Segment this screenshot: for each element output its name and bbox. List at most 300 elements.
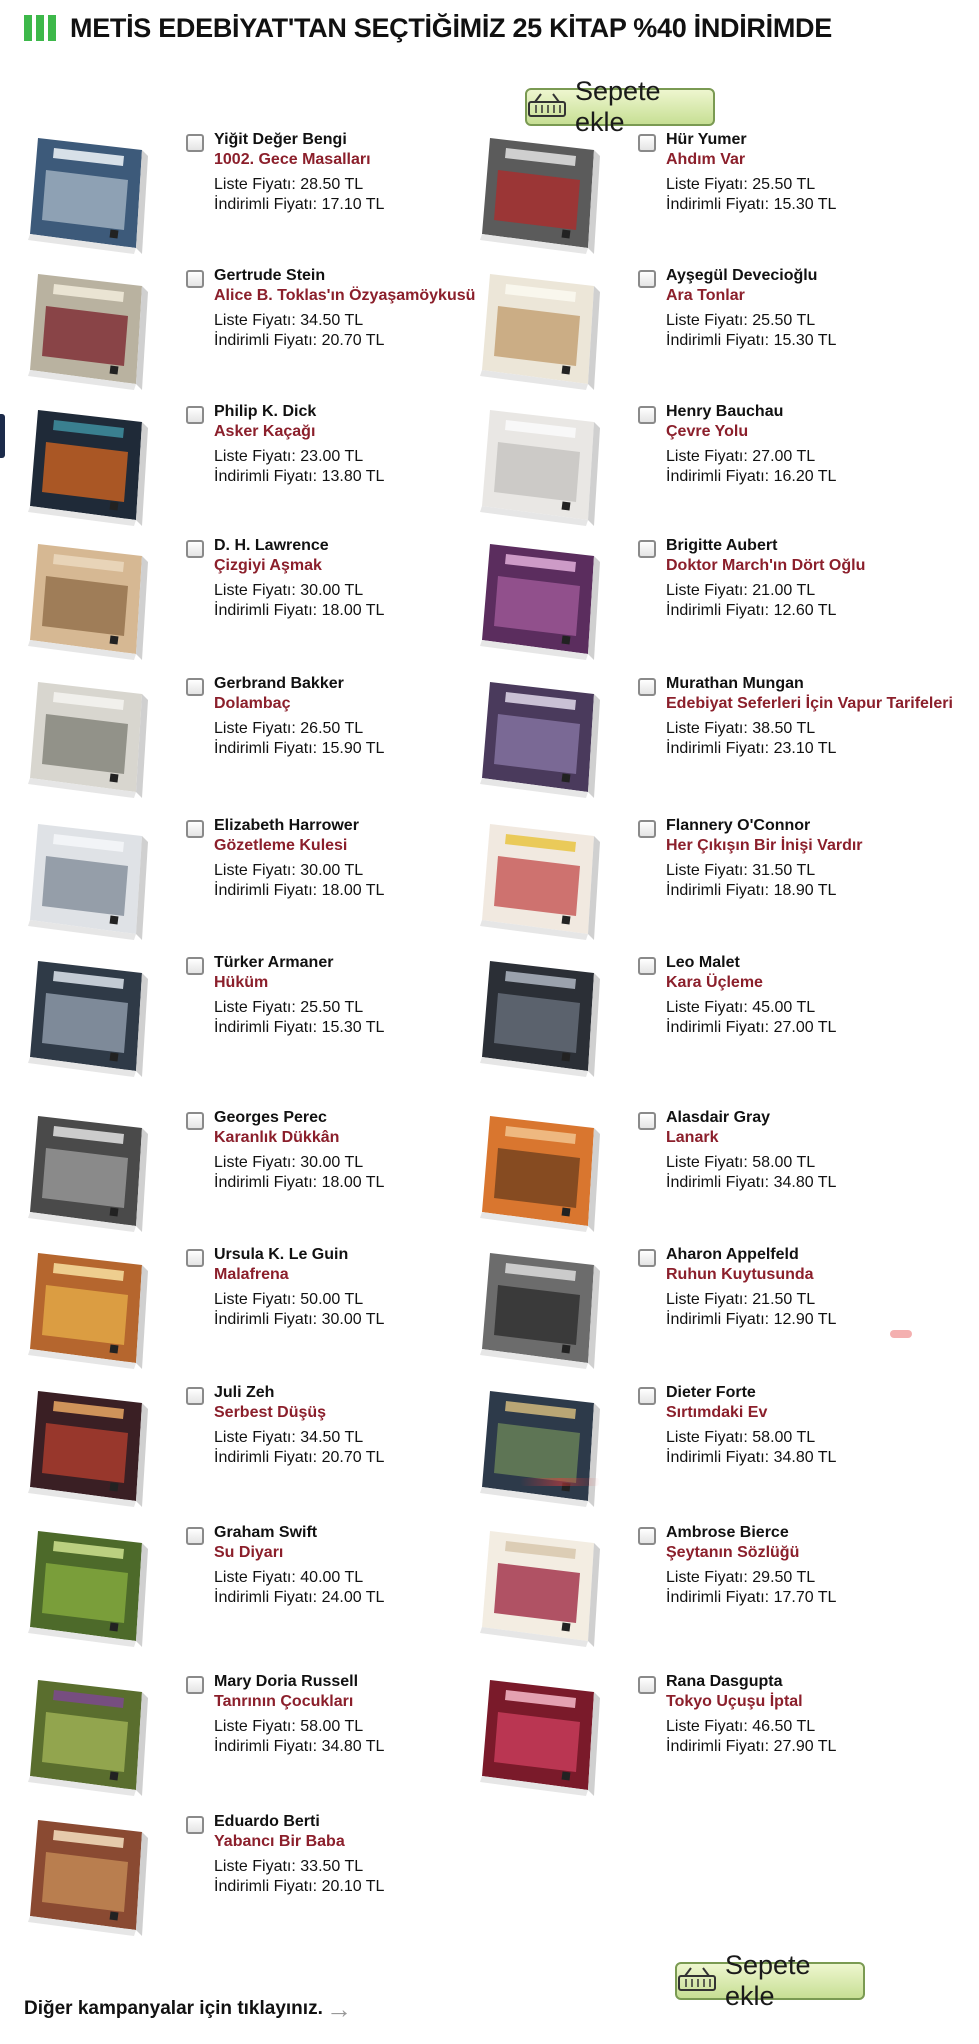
add-to-cart-label: Sepete ekle <box>725 1950 811 2011</box>
book-author: Henry Bauchau <box>666 403 784 420</box>
list-price <box>214 581 384 601</box>
book-select-checkbox[interactable] <box>186 134 204 152</box>
book-item <box>476 816 916 946</box>
list-price-label: Liste Fiyatı: <box>214 1858 296 1875</box>
discount-price-label: İndirimli Fiyatı: <box>214 882 318 899</box>
list-price <box>666 1428 836 1448</box>
list-price-value: 21.00 TL <box>752 582 816 599</box>
book-cover-image[interactable] <box>24 674 160 798</box>
list-price-value: 25.50 TL <box>752 176 816 193</box>
discount-price-value: 18.90 TL <box>773 882 837 899</box>
discount-price <box>666 1173 836 1193</box>
book-item <box>24 953 464 1083</box>
discount-price-label: İndirimli Fiyatı: <box>214 1589 318 1606</box>
other-campaigns-link[interactable]: Diğer kampanyalar için tıklayınız. <box>24 1998 323 2019</box>
add-to-cart-label: Sepete ekle <box>575 76 661 137</box>
book-cover-image[interactable] <box>476 1523 612 1647</box>
book-author: Ursula K. Le Guin <box>214 1246 349 1263</box>
book-info <box>666 1245 836 1330</box>
discount-price-value: 13.80 TL <box>321 468 385 485</box>
book-info <box>666 266 836 351</box>
list-price-label: Liste Fiyatı: <box>666 176 748 193</box>
discount-price <box>666 1310 836 1330</box>
book-item <box>476 266 916 396</box>
discount-price <box>666 195 836 215</box>
discount-price-value: 15.90 TL <box>321 740 385 757</box>
discount-price-label: İndirimli Fiyatı: <box>666 1449 770 1466</box>
list-price-value: 46.50 TL <box>752 1718 816 1735</box>
discount-price-value: 34.80 TL <box>773 1174 837 1191</box>
book-cover-image[interactable] <box>476 1672 612 1796</box>
book-author: Eduardo Berti <box>214 1813 320 1830</box>
list-price-label: Liste Fiyatı: <box>214 176 296 193</box>
book-item <box>476 402 916 532</box>
book-title-link[interactable]: Malafrena <box>214 1266 289 1283</box>
book-item <box>24 1245 464 1375</box>
list-price <box>666 447 836 467</box>
list-price-label: Liste Fiyatı: <box>666 720 748 737</box>
book-cover-image[interactable] <box>476 402 612 526</box>
list-price-label: Liste Fiyatı: <box>666 1569 748 1586</box>
book-item <box>476 1245 916 1375</box>
discount-price-label: İndirimli Fiyatı: <box>214 468 318 485</box>
discount-price <box>214 1310 384 1330</box>
list-price-value: 25.50 TL <box>752 312 816 329</box>
discount-price-value: 24.00 TL <box>321 1589 385 1606</box>
discount-price <box>666 331 836 351</box>
book-info <box>214 536 384 621</box>
list-price <box>666 998 836 1018</box>
list-price-label: Liste Fiyatı: <box>666 999 748 1016</box>
list-price-value: 34.50 TL <box>300 1429 364 1446</box>
book-item <box>476 1672 916 1802</box>
book-cover-image[interactable] <box>476 953 612 1077</box>
discount-price-label: İndirimli Fiyatı: <box>666 1311 770 1328</box>
book-author: Leo Malet <box>666 954 740 971</box>
book-info <box>214 1383 384 1468</box>
list-price-value: 58.00 TL <box>300 1718 364 1735</box>
discount-price <box>214 195 384 215</box>
book-item <box>24 1672 464 1802</box>
list-price-label: Liste Fiyatı: <box>214 862 296 879</box>
book-title-link[interactable]: Çizgiyi Aşmak <box>214 557 322 574</box>
list-price-value: 28.50 TL <box>300 176 364 193</box>
list-price-value: 30.00 TL <box>300 862 364 879</box>
list-price-value: 23.00 TL <box>300 448 364 465</box>
book-title-link[interactable]: Gözetleme Kulesi <box>214 837 348 854</box>
book-title-link[interactable]: Ruhun Kuytusunda <box>666 1266 814 1283</box>
book-item <box>24 402 464 532</box>
list-price-value: 29.50 TL <box>752 1569 816 1586</box>
book-cover-image[interactable] <box>24 953 160 1077</box>
discount-price-label: İndirimli Fiyatı: <box>214 332 318 349</box>
list-price <box>214 1290 384 1310</box>
book-item <box>24 1383 464 1513</box>
discount-price <box>214 1018 384 1038</box>
list-price <box>214 1153 384 1173</box>
list-price <box>214 861 384 881</box>
book-title-link[interactable]: 1002. Gece Masalları <box>214 151 371 168</box>
discount-price <box>666 881 863 901</box>
list-price <box>666 1153 836 1173</box>
list-price-label: Liste Fiyatı: <box>214 582 296 599</box>
list-price <box>666 719 953 739</box>
book-info <box>214 1245 384 1330</box>
list-price-label: Liste Fiyatı: <box>666 1718 748 1735</box>
book-info <box>666 1672 836 1757</box>
book-author: Gerbrand Bakker <box>214 675 344 692</box>
discount-price-label: İndirimli Fiyatı: <box>214 1878 318 1895</box>
list-price-label: Liste Fiyatı: <box>214 1154 296 1171</box>
discount-price-label: İndirimli Fiyatı: <box>214 740 318 757</box>
list-price-label: Liste Fiyatı: <box>666 1429 748 1446</box>
list-price-label: Liste Fiyatı: <box>214 720 296 737</box>
book-title-link[interactable]: Lanark <box>666 1129 719 1146</box>
decorative-smudge <box>520 1478 600 1486</box>
book-cover-image[interactable] <box>24 266 160 390</box>
book-author: Juli Zeh <box>214 1384 275 1401</box>
book-title-link[interactable]: Doktor March'ın Dört Oğlu <box>666 557 866 574</box>
add-to-cart-button-bottom[interactable] <box>675 1950 865 2011</box>
book-title-link[interactable]: Ara Tonlar <box>666 287 745 304</box>
discount-price-value: 15.30 TL <box>773 332 837 349</box>
discount-price-label: İndirimli Fiyatı: <box>666 1019 770 1036</box>
discount-price-value: 34.80 TL <box>773 1449 837 1466</box>
list-price-value: 40.00 TL <box>300 1569 364 1586</box>
book-cover-image[interactable] <box>24 536 160 660</box>
discount-price-label: İndirimli Fiyatı: <box>214 1449 318 1466</box>
discount-price-label: İndirimli Fiyatı: <box>214 1174 318 1191</box>
decorative-smudge <box>890 1330 912 1338</box>
book-title-link[interactable]: Çevre Yolu <box>666 423 749 440</box>
discount-price <box>666 601 865 621</box>
list-price-label: Liste Fiyatı: <box>214 1718 296 1735</box>
book-item <box>24 1523 464 1653</box>
book-select-checkbox[interactable] <box>638 406 656 424</box>
book-select-checkbox[interactable] <box>638 1676 656 1694</box>
book-select-checkbox[interactable] <box>638 1112 656 1130</box>
discount-price <box>214 739 384 759</box>
discount-price-value: 18.00 TL <box>321 602 385 619</box>
book-cover-image[interactable] <box>476 816 612 940</box>
book-info <box>666 536 865 621</box>
list-price-value: 34.50 TL <box>300 312 364 329</box>
list-price-value: 25.50 TL <box>300 999 364 1016</box>
book-author: Türker Armaner <box>214 954 334 971</box>
book-info <box>666 1523 836 1608</box>
book-item <box>24 266 476 396</box>
discount-price-label: İndirimli Fiyatı: <box>666 882 770 899</box>
book-cover-image[interactable] <box>24 816 160 940</box>
book-author: Rana Dasgupta <box>666 1673 783 1690</box>
discount-price-value: 20.10 TL <box>321 1878 385 1895</box>
discount-price-value: 27.00 TL <box>773 1019 837 1036</box>
list-price <box>666 1717 836 1737</box>
discount-price-label: İndirimli Fiyatı: <box>666 602 770 619</box>
discount-price-value: 23.10 TL <box>773 740 837 757</box>
book-author: Brigitte Aubert <box>666 537 778 554</box>
discount-price <box>666 1448 836 1468</box>
book-author: Hür Yumer <box>666 131 747 148</box>
discount-price-value: 12.60 TL <box>773 602 837 619</box>
discount-price <box>666 1018 836 1038</box>
page-title: METİS EDEBİYAT'TAN SEÇTİĞİMİZ 25 KİTAP %40 İNDİRİMDE <box>70 12 832 43</box>
list-price <box>214 998 384 1018</box>
book-title-link[interactable]: Su Diyarı <box>214 1544 284 1561</box>
list-price-label: Liste Fiyatı: <box>214 999 296 1016</box>
list-price-label: Liste Fiyatı: <box>214 1569 296 1586</box>
book-author: Ambrose Bierce <box>666 1524 789 1541</box>
list-price <box>214 1568 384 1588</box>
book-author: Ayşegül Devecioğlu <box>666 267 818 284</box>
book-author: Yiğit Değer Bengi <box>214 131 347 148</box>
list-price-value: 38.50 TL <box>752 720 816 737</box>
book-select-checkbox[interactable] <box>638 957 656 975</box>
book-title-link[interactable]: Ahdım Var <box>666 151 746 168</box>
book-info <box>214 1108 384 1193</box>
list-price-value: 30.00 TL <box>300 582 364 599</box>
discount-price <box>214 1877 384 1897</box>
list-price <box>666 1290 836 1310</box>
list-price-label: Liste Fiyatı: <box>666 312 748 329</box>
book-cover-image[interactable] <box>476 674 612 798</box>
discount-price-label: İndirimli Fiyatı: <box>666 740 770 757</box>
list-price <box>214 1717 384 1737</box>
book-cover-image[interactable] <box>24 1383 160 1507</box>
list-price-value: 33.50 TL <box>300 1858 364 1875</box>
shopping-basket-icon <box>527 92 567 123</box>
discount-price-value: 17.70 TL <box>773 1589 837 1606</box>
book-title-link[interactable]: Tanrının Çocukları <box>214 1693 354 1710</box>
book-info <box>214 130 384 215</box>
add-to-cart-button-top[interactable] <box>525 76 715 137</box>
book-info <box>214 816 384 901</box>
book-title-link[interactable]: Karanlık Dükkân <box>214 1129 340 1146</box>
book-cover-image[interactable] <box>476 266 612 390</box>
book-author: Gertrude Stein <box>214 267 326 284</box>
list-price <box>666 581 865 601</box>
list-price-value: 27.00 TL <box>752 448 816 465</box>
book-author: Georges Perec <box>214 1109 327 1126</box>
book-select-checkbox[interactable] <box>186 1249 204 1267</box>
list-price-value: 21.50 TL <box>752 1291 816 1308</box>
discount-price-label: İndirimli Fiyatı: <box>666 332 770 349</box>
book-cover-image[interactable] <box>24 130 160 254</box>
book-select-checkbox[interactable] <box>186 540 204 558</box>
book-info <box>666 1383 836 1468</box>
book-select-checkbox[interactable] <box>638 678 656 696</box>
book-select-checkbox[interactable] <box>186 1112 204 1130</box>
book-info <box>666 1108 836 1193</box>
list-price <box>214 1428 384 1448</box>
discount-price-value: 12.90 TL <box>773 1311 837 1328</box>
book-title-link[interactable]: Kara Üçleme <box>666 974 763 991</box>
book-cover-image[interactable] <box>24 1245 160 1369</box>
book-item <box>476 1523 916 1653</box>
book-item <box>476 130 916 260</box>
book-cover-image[interactable] <box>476 1383 612 1507</box>
book-author: Dieter Forte <box>666 1384 756 1401</box>
book-select-checkbox[interactable] <box>186 678 204 696</box>
book-title-link[interactable]: Yabancı Bir Baba <box>214 1833 345 1850</box>
book-info <box>214 953 384 1038</box>
list-price-value: 30.00 TL <box>300 1154 364 1171</box>
discount-price-label: İndirimli Fiyatı: <box>666 468 770 485</box>
book-info <box>214 266 475 351</box>
book-title-link[interactable]: Tokyo Uçuşu İptal <box>666 1693 803 1710</box>
list-price <box>666 1568 836 1588</box>
discount-price <box>666 1737 836 1757</box>
book-author: D. H. Lawrence <box>214 537 329 554</box>
discount-price-value: 17.10 TL <box>321 196 385 213</box>
book-title-link[interactable]: Hüküm <box>214 974 269 991</box>
book-item <box>476 1108 916 1238</box>
book-select-checkbox[interactable] <box>186 1816 204 1834</box>
book-title-link[interactable]: Şeytanın Sözlüğü <box>666 1544 800 1561</box>
list-price <box>666 311 836 331</box>
book-item <box>476 536 916 666</box>
book-select-checkbox[interactable] <box>638 134 656 152</box>
brand-bars-icon <box>24 15 56 41</box>
edge-decoration <box>0 414 5 458</box>
book-item <box>24 536 464 666</box>
book-cover-image[interactable] <box>24 1812 160 1936</box>
discount-price-label: İndirimli Fiyatı: <box>666 196 770 213</box>
discount-price-label: İndirimli Fiyatı: <box>214 602 318 619</box>
book-info <box>666 402 836 487</box>
book-title-link[interactable]: Her Çıkışın Bir İnişi Vardır <box>666 837 863 854</box>
discount-price <box>666 467 836 487</box>
book-cover-image[interactable] <box>24 1108 160 1232</box>
book-cover-image[interactable] <box>476 1245 612 1369</box>
discount-price <box>214 467 384 487</box>
book-info <box>666 130 836 215</box>
discount-price <box>214 601 384 621</box>
book-author: Aharon Appelfeld <box>666 1246 799 1263</box>
list-price-label: Liste Fiyatı: <box>666 582 748 599</box>
book-item <box>476 674 953 804</box>
list-price <box>214 719 384 739</box>
list-price <box>666 861 863 881</box>
list-price-value: 50.00 TL <box>300 1291 364 1308</box>
book-cover-image[interactable] <box>24 1672 160 1796</box>
shopping-basket-icon <box>677 1966 717 1997</box>
book-item <box>476 1383 916 1513</box>
book-select-checkbox[interactable] <box>186 1676 204 1694</box>
book-author: Graham Swift <box>214 1524 318 1541</box>
book-select-checkbox[interactable] <box>186 1527 204 1545</box>
book-author: Murathan Mungan <box>666 675 804 692</box>
list-price <box>214 175 384 195</box>
book-item <box>24 1812 464 1942</box>
book-select-checkbox[interactable] <box>638 1387 656 1405</box>
book-author: Elizabeth Harrower <box>214 817 359 834</box>
list-price-label: Liste Fiyatı: <box>666 1154 748 1171</box>
discount-price-value: 15.30 TL <box>773 196 837 213</box>
book-title-link[interactable]: Edebiyat Seferleri İçin Vapur Tarifeleri <box>666 695 953 712</box>
discount-price <box>666 739 953 759</box>
book-title-link[interactable]: Sırtımdaki Ev <box>666 1404 768 1421</box>
list-price-label: Liste Fiyatı: <box>214 1291 296 1308</box>
book-select-checkbox[interactable] <box>186 406 204 424</box>
book-select-checkbox[interactable] <box>638 270 656 288</box>
book-item <box>24 674 464 804</box>
discount-price <box>214 1448 384 1468</box>
list-price-value: 26.50 TL <box>300 720 364 737</box>
arrow-right-icon[interactable]: → <box>326 1994 352 2024</box>
discount-price-value: 34.80 TL <box>321 1738 385 1755</box>
discount-price-label: İndirimli Fiyatı: <box>666 1174 770 1191</box>
book-cover-image[interactable] <box>476 536 612 660</box>
discount-price-value: 18.00 TL <box>321 882 385 899</box>
discount-price-value: 20.70 TL <box>321 332 385 349</box>
book-title-link[interactable]: Alice B. Toklas'ın Özyaşamöykusü <box>214 287 476 304</box>
list-price-label: Liste Fiyatı: <box>214 312 296 329</box>
list-price-value: 45.00 TL <box>752 999 816 1016</box>
book-select-checkbox[interactable] <box>638 820 656 838</box>
book-info <box>214 1672 384 1757</box>
discount-price <box>214 1173 384 1193</box>
book-info <box>666 674 953 759</box>
discount-price <box>214 331 475 351</box>
book-item <box>24 816 464 946</box>
discount-price-label: İndirimli Fiyatı: <box>214 1019 318 1036</box>
book-title-link[interactable]: Dolambaç <box>214 695 291 712</box>
book-author: Flannery O'Connor <box>666 817 811 834</box>
list-price-value: 31.50 TL <box>752 862 816 879</box>
discount-price <box>214 1737 384 1757</box>
list-price-label: Liste Fiyatı: <box>666 1291 748 1308</box>
list-price-label: Liste Fiyatı: <box>666 862 748 879</box>
book-item <box>24 130 464 260</box>
discount-price-label: İndirimli Fiyatı: <box>214 196 318 213</box>
discount-price-value: 16.20 TL <box>773 468 837 485</box>
book-select-checkbox[interactable] <box>186 1387 204 1405</box>
list-price-label: Liste Fiyatı: <box>214 1429 296 1446</box>
book-select-checkbox[interactable] <box>638 1249 656 1267</box>
book-select-checkbox[interactable] <box>186 957 204 975</box>
book-title-link[interactable]: Asker Kaçağı <box>214 423 316 440</box>
discount-price <box>214 1588 384 1608</box>
discount-price-label: İndirimli Fiyatı: <box>214 1738 318 1755</box>
discount-price-value: 27.90 TL <box>773 1738 837 1755</box>
book-author: Mary Doria Russell <box>214 1673 359 1690</box>
page-header <box>24 8 832 48</box>
list-price <box>214 311 475 331</box>
discount-price-value: 20.70 TL <box>321 1449 385 1466</box>
book-cover-image[interactable] <box>476 130 612 254</box>
list-price-value: 58.00 TL <box>752 1154 816 1171</box>
list-price <box>214 1857 384 1877</box>
list-price <box>666 175 836 195</box>
book-info <box>214 402 384 487</box>
book-cover-image[interactable] <box>476 1108 612 1232</box>
book-select-checkbox[interactable] <box>186 270 204 288</box>
book-cover-image[interactable] <box>24 402 160 526</box>
list-price-value: 58.00 TL <box>752 1429 816 1446</box>
discount-price-value: 15.30 TL <box>321 1019 385 1036</box>
discount-price-value: 18.00 TL <box>321 1174 385 1191</box>
list-price-label: Liste Fiyatı: <box>666 448 748 465</box>
book-author: Philip K. Dick <box>214 403 317 420</box>
discount-price-label: İndirimli Fiyatı: <box>214 1311 318 1328</box>
book-select-checkbox[interactable] <box>186 820 204 838</box>
book-select-checkbox[interactable] <box>638 540 656 558</box>
book-cover-image[interactable] <box>24 1523 160 1647</box>
list-price-label: Liste Fiyatı: <box>214 448 296 465</box>
book-select-checkbox[interactable] <box>638 1527 656 1545</box>
book-title-link[interactable]: Serbest Düşüş <box>214 1404 327 1421</box>
